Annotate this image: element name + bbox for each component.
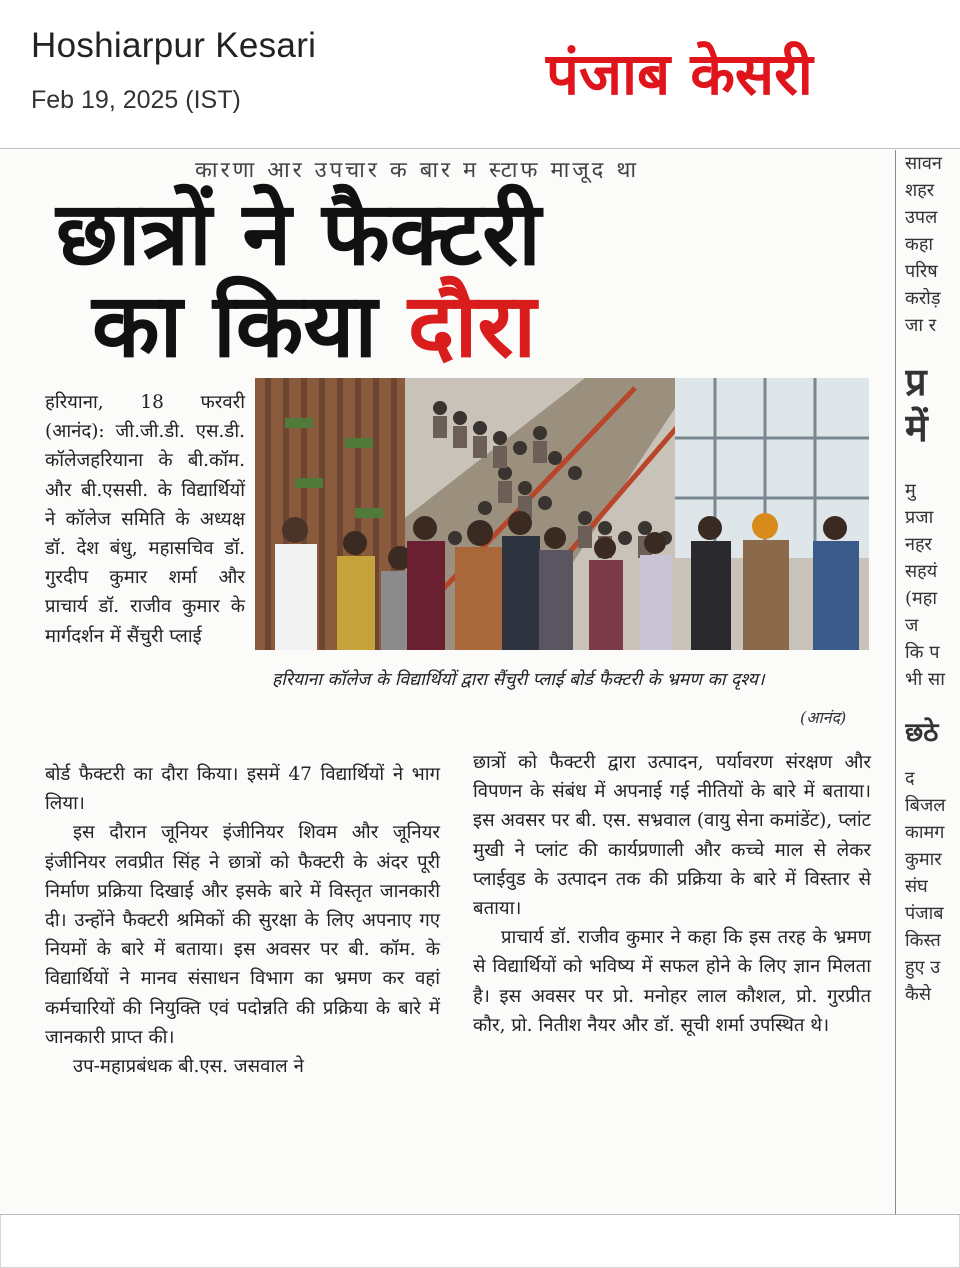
edition-name: Hoshiarpur Kesari — [31, 26, 317, 65]
adjacent-line: परिष — [905, 261, 938, 282]
adjacent-line: ज — [905, 615, 919, 636]
adjacent-line: पंजाब — [905, 903, 944, 924]
adjacent-line — [905, 339, 960, 359]
adjacent-line: सहयं — [905, 561, 938, 582]
article-column-2 — [473, 748, 871, 1040]
adjacent-line: संघ — [905, 876, 928, 897]
adjacent-subhead: छठे — [905, 718, 939, 748]
headline-black-part: का किया — [92, 274, 378, 377]
adjacent-line: सावन — [905, 153, 942, 174]
headline-red-part: दौरा — [407, 274, 537, 377]
adjacent-article-fragment — [905, 150, 960, 1008]
adjacent-line: प्रजा — [905, 507, 934, 528]
article-paragraph-2: इस दौरान जूनियर इंजीनियर शिवम और जूनियर इंजीनियर लवप्रीत सिंह ने छात्रों को फैक्टरी के अंदर पूरी निर्माण प्रक्रिया दिखाई और इसके बारे में विस्तृत जानकारी दी। उन्होंने फैक्टरी श्रमिकों की सुरक्षा के लिए अपनाए गए नियमों के बारे में बताया। इस अवसर पर बी. कॉम. के विद्यार्थियों ने मानव संसाधन विभाग का भ्रमण कर वहां कर्मचारियों की नियुक्ति एवं पदोन्नति की प्रक्रिया के बारे में जानकारी प्राप्त की। — [45, 822, 440, 1048]
column-2-paragraph-2: प्राचार्य डॉ. राजीव कुमार ने कहा कि इस तरह के भ्रमण से विद्यार्थियों को भविष्य में सफल होने के लिए ज्ञान मिलता है। इस अवसर पर प्रो. मनोहर लाल कौशल, प्रो. गुरप्रीत कौर, प्रो. नितीश नैयर और डॉ. सूची शर्मा उपस्थित थे। — [473, 927, 871, 1036]
column-divider — [895, 150, 896, 1215]
newspaper-clipping — [0, 150, 960, 1215]
adjacent-line: भी सा — [905, 669, 945, 690]
adjacent-line: नहर — [905, 534, 932, 555]
adjacent-line — [905, 451, 960, 477]
clipping-header — [0, 0, 960, 150]
dateline-continuation: बोर्ड फैक्टरी का दौरा किया। इसमें 47 विद्यार्थियों ने भाग लिया। — [45, 764, 440, 815]
adjacent-line: जा र — [905, 315, 937, 336]
article-column-intro — [45, 388, 245, 651]
adjacent-line: कहा — [905, 234, 934, 255]
adjacent-line — [905, 751, 960, 765]
headline-line-1: छात्रों ने फैक्टरी — [56, 182, 541, 285]
adjacent-line — [905, 693, 960, 715]
header-divider — [0, 148, 960, 149]
adjacent-line: द — [905, 768, 915, 789]
dateline-paragraph: हरियाना, 18 फरवरी (आनंद): जी.जी.डी. एस.डी. कॉलेजहरियाना के बी.कॉम. और बी.एससी. के विद्यार्थियों ने कॉलेज समिति के अध्यक्ष डॉ. देश बंधु, महासचिव डॉ. गुरदीप कुमार शर्मा और प्राचार्य डॉ. राजीव कुमार के मार्गदर्शन में सैंचुरी प्लाई — [45, 392, 245, 647]
adjacent-subhead: में — [905, 405, 928, 450]
adjacent-line: करोड़ — [905, 288, 941, 309]
bottom-divider — [0, 1214, 960, 1215]
photo-caption: हरियाना कॉलेज के विद्यार्थियों द्वारा सैंचुरी प्लाई बोर्ड फैक्टरी के भ्रमण का दृश्य। — [272, 670, 765, 690]
adjacent-line: शहर — [905, 180, 935, 201]
adjacent-line: कैसे — [905, 984, 931, 1005]
article-column-1 — [45, 760, 440, 1081]
adjacent-line: बिजल — [905, 795, 946, 816]
article-paragraph-3: उप-महाप्रबंधक बी.एस. जसवाल ने — [73, 1056, 304, 1078]
adjacent-line: (महा — [905, 588, 938, 609]
adjacent-line: हुए उ — [905, 957, 941, 978]
adjacent-line: कि प — [905, 642, 940, 663]
adjacent-line: मु — [905, 480, 916, 501]
newspaper-logo: पंजाब केसरी — [546, 40, 813, 108]
column-2-paragraph-1: छात्रों को फैक्टरी द्वारा उत्पादन, पर्यावरण संरक्षण और विपणन के संबंध में अपनाई गई नीतियों के बारे में बताया। इस अवसर पर बी. एस. सभ्रवाल (वायु सेना कमांडेंट), प्लांट मुखी ने प्लांट की कार्यप्रणाली और कच्चे माल से लेकर प्लाईवुड के उत्पादन तक की प्रक्रिया के बारे में विस्तार से बताया। — [473, 752, 871, 920]
adjacent-subhead: प्र — [905, 359, 927, 404]
headline-line-2 — [92, 274, 537, 377]
adjacent-line: उपल — [905, 207, 938, 228]
adjacent-line: कुमार — [905, 849, 942, 870]
publication-date: Feb 19, 2025 (IST) — [31, 86, 241, 114]
photo-credit: (आनंद) — [800, 708, 847, 727]
adjacent-line: कामग — [905, 822, 945, 843]
previous-article-fragment: कारणा आर उपचार क बार म स्टाफ माजूद था — [195, 158, 640, 183]
article-photo — [255, 378, 869, 650]
adjacent-line: किस्त — [905, 930, 941, 951]
